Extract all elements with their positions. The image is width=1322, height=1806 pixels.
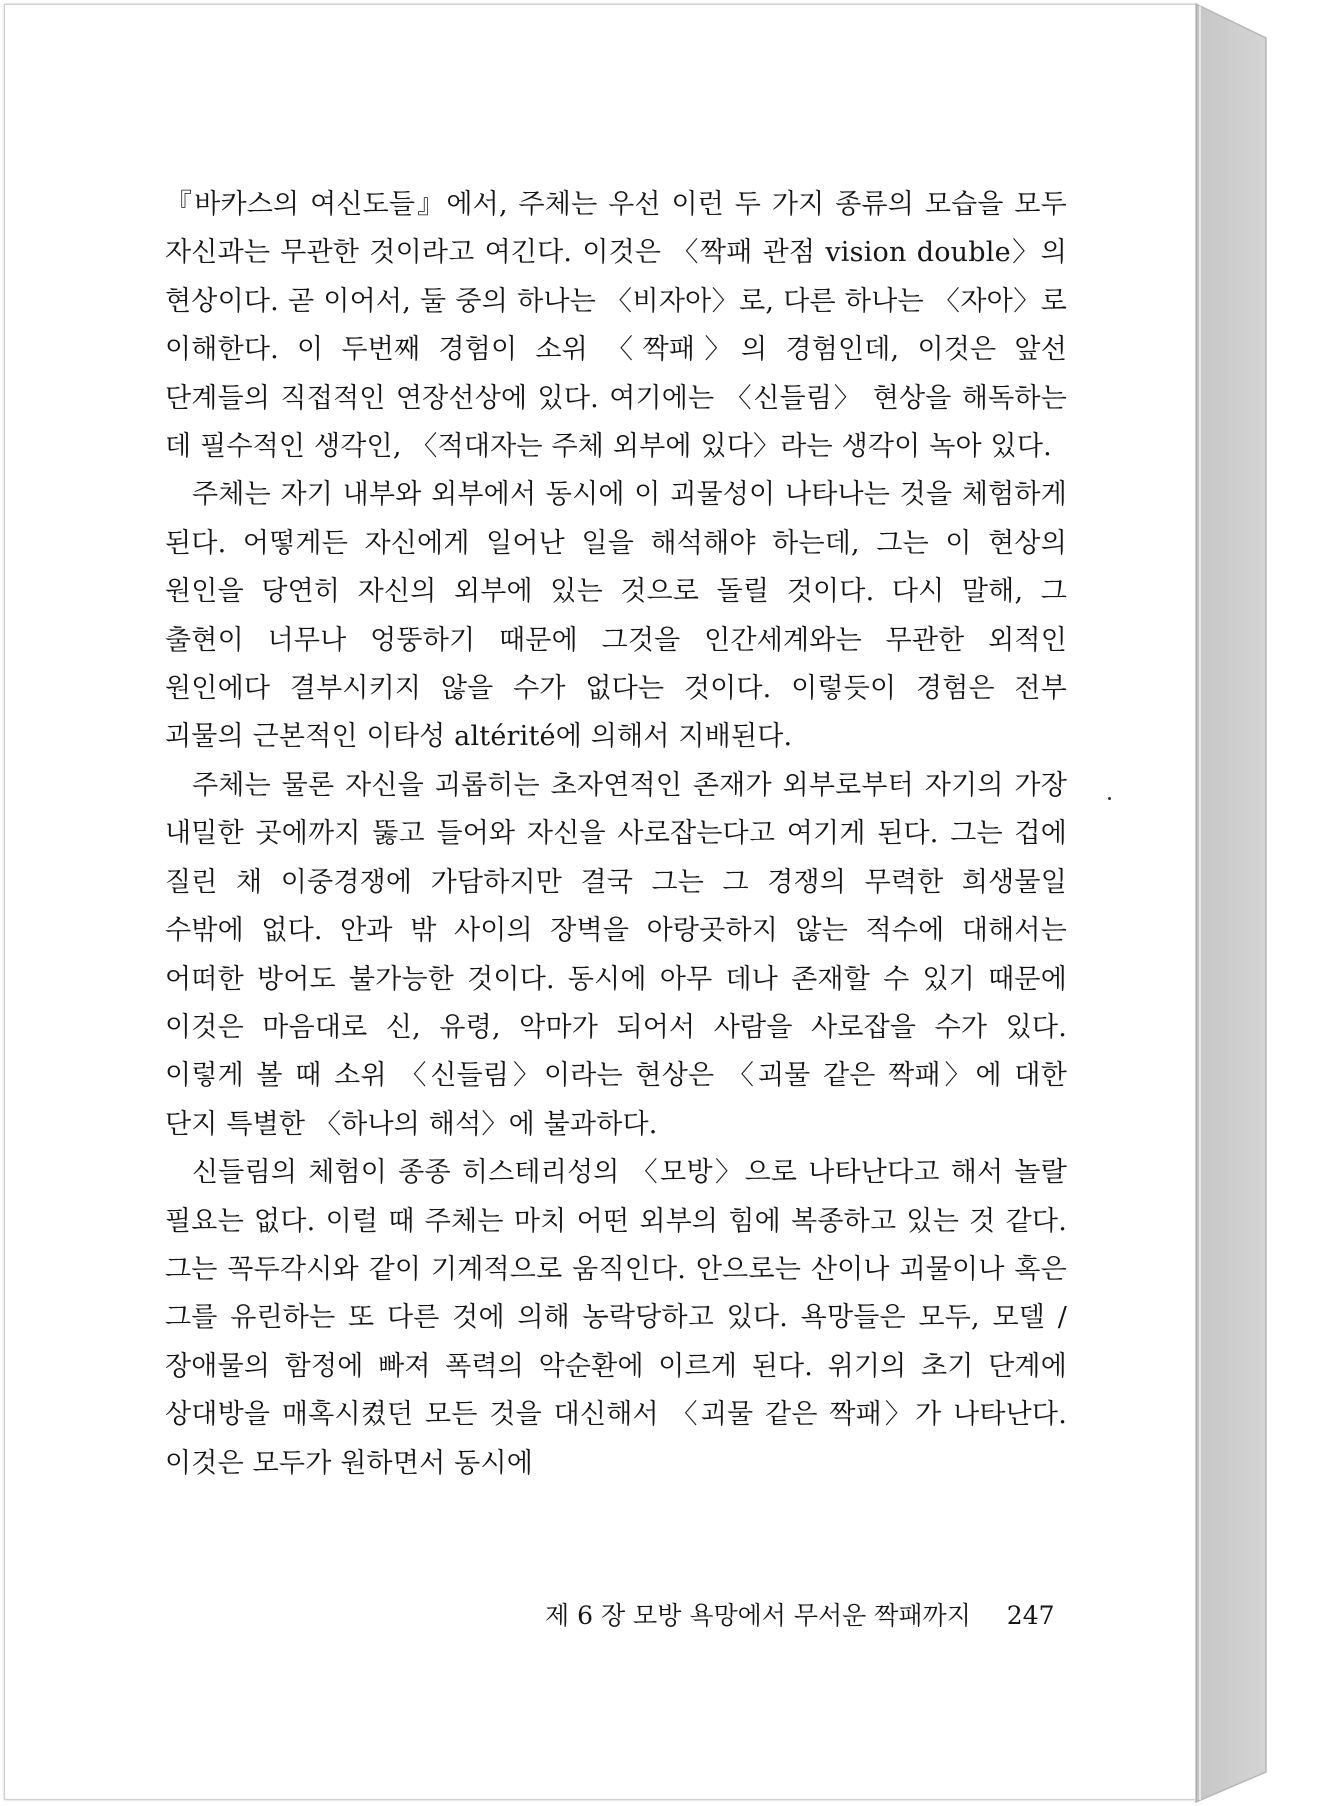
running-footer [545,1596,1055,1632]
scan-speck [1108,797,1111,800]
paragraph-4: 신들림의 체험이 종종 히스테리성의 〈모방〉으로 나타난다고 해서 놀랄 필요는 없다. 이럴 때 주체는 마치 어떤 외부의 힘에 복종하고 있는 것 같다. 그는 꼭두각시와 같이 기계적으로 움직인다. 안으로는 산이나 괴물이나 혹은 그를 유린하는 또 다른 것에 의해 농락당하고 있다. 욕망들은 모두, 모델 / 장애물의 함정에 빠져 폭력의 악순환에 이르게 된다. 위기의 초기 단계에 상대방을 매혹시켰던 모든 것을 대신해서 〈괴물 같은 짝패〉가 나타난다. 이것은 모두가 원하면서 동시에 [165,1157,1067,1479]
paragraph-3: 주체는 물론 자신을 괴롭히는 초자연적인 존재가 외부로부터 자기의 가장 내밀한 곳에까지 뚫고 들어와 자신을 사로잡는다고 여기게 된다. 그는 겁에 질린 채 이중경쟁에 가담하지만 결국 그는 그 경쟁의 무력한 희생물일 수밖에 없다. 안과 밖 사이의 장벽을 아랑곳하지 않는 적수에 대해서는 어떠한 방어도 불가능한 것이다. 동시에 아무 데나 존재할 수 있기 때문에 이것은 마음대로 신, 유령, 악마가 되어서 사람을 사로잡을 수가 있다. 이렇게 볼 때 소위 〈신들림〉이라는 현상은 〈괴물 같은 짝패〉에 대한 단지 특별한 〈하나의 해석〉에 불과하다. [165,769,1067,1140]
paragraph-1: 『바카스의 여신도들』에서, 주체는 우선 이런 두 가지 종류의 모습을 모두 자신과는 무관한 것이라고 여긴다. 이것은 〈짝패 관점 vision double〉의 현상이다. 곧 이어서, 둘 중의 하나는 〈비자아〉로, 다른 하나는 〈자아〉로 이해한다. 이 두번째 경험이 소위 〈짝패〉의 경험인데, 이것은 앞선 단계들의 직접적인 연장선상에 있다. 여기에는 〈신들림〉 현상을 해독하는 데 필수적인 생각인, 〈적대자는 주체 외부에 있다〉라는 생각이 녹아 있다. [165,189,1067,463]
body-text [165,181,1067,1488]
chapter-title: 제 6 장 모방 욕망에서 무서운 짝패까지 [545,1601,971,1630]
book-page [4,4,1196,1800]
paragraph-2: 주체는 자기 내부와 외부에서 동시에 이 괴물성이 나타나는 것을 체험하게 된다. 어떻게든 자신에게 일어난 일을 해석해야 하는데, 그는 이 현상의 원인을 당연히 자신의 외부에 있는 것으로 돌릴 것이다. 다시 말해, 그 출현이 너무나 엉뚱하기 때문에 그것을 인간세계와는 무관한 외적인 원인에다 결부시키지 않을 수가 없다는 것이다. 이렇듯이 경험은 전부 괴물의 근본적인 이타성 altérité에 의해서 지배된다. [165,479,1067,753]
page-number: 247 [1006,1601,1055,1630]
